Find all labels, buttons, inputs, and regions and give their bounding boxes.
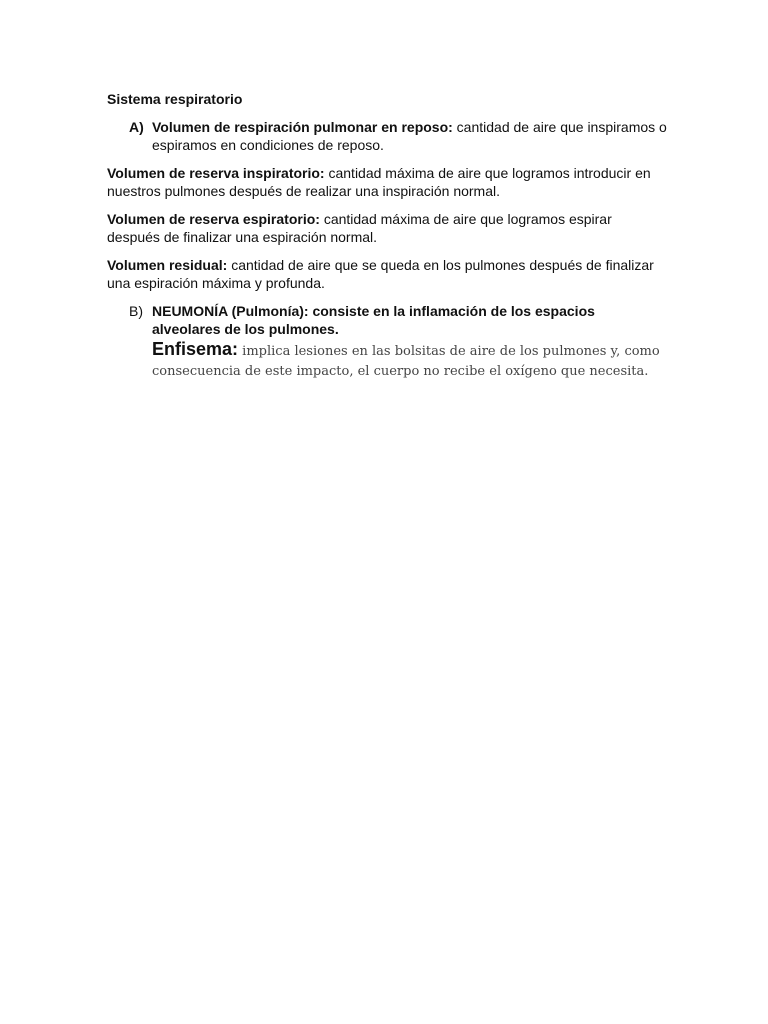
definition-tidal-volume: cantidad de aire que inspiramos o espiramos en condiciones de reposo. — [152, 119, 667, 153]
list-item-b — [107, 302, 667, 381]
term-enfisema: Enfisema: — [152, 339, 239, 359]
paragraph-inspiratory-reserve — [107, 164, 667, 200]
term-expiratory-reserve: Volumen de reserva espiratorio: — [107, 211, 320, 227]
list-item-a-body — [152, 118, 667, 154]
list-marker-a: A) — [129, 119, 144, 135]
term-tidal-volume: Volumen de respiración pulmonar en reposo: — [152, 119, 453, 135]
definition-residual-volume: cantidad de aire que se queda en los pulmones después de finalizar una espiración máxima y profunda. — [107, 257, 654, 291]
document-title: Sistema respiratorio — [107, 91, 243, 107]
definition-inspiratory-reserve: cantidad máxima de aire que logramos introducir en nuestros pulmones después de realizar una inspiración normal. — [107, 165, 651, 199]
paragraph-residual-volume — [107, 256, 667, 292]
list-item-a — [107, 118, 667, 154]
list-marker-b: B) — [129, 303, 143, 319]
list-item-b-body — [152, 302, 667, 381]
term-inspiratory-reserve: Volumen de reserva inspiratorio: — [107, 165, 325, 181]
document-page — [107, 90, 667, 391]
paragraph-expiratory-reserve — [107, 210, 667, 246]
definition-expiratory-reserve: cantidad máxima de aire que logramos espirar después de finalizar una espiración normal. — [107, 211, 612, 245]
term-residual-volume: Volumen residual: — [107, 257, 228, 273]
enfisema-block — [152, 340, 667, 381]
definition-enfisema: implica lesiones en las bolsitas de aire de los pulmones y, como consecuencia de este impacto, el cuerpo no recibe el oxígeno que necesita. — [152, 344, 660, 379]
definition-pneumonia: NEUMONÍA (Pulmonía): consiste en la inflamación de los espacios alveolares de los pulmones. — [152, 303, 595, 337]
